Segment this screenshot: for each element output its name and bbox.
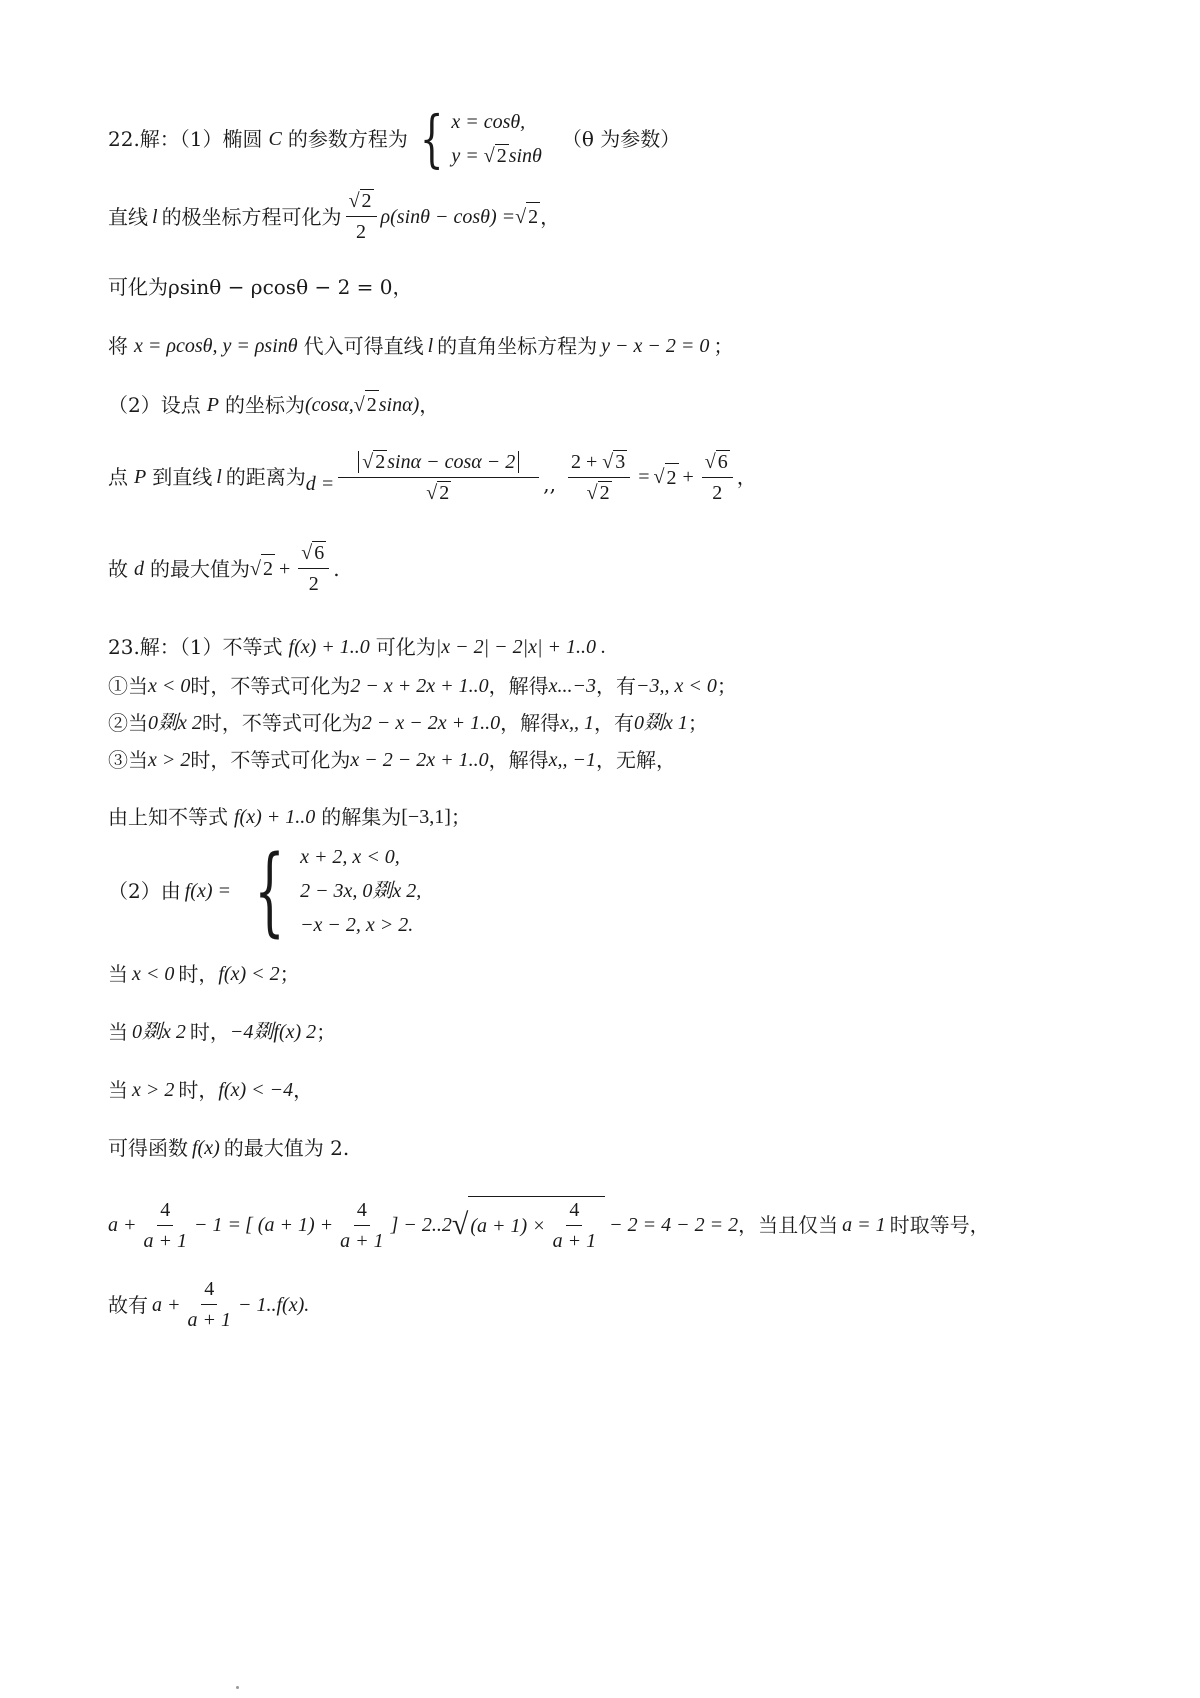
dist-plus: +: [682, 466, 694, 488]
q23-when2: [108, 1018, 336, 1046]
fin-num: 4: [201, 1276, 217, 1305]
sol-e: ；: [450, 805, 471, 829]
fin-b: a +: [152, 1293, 181, 1316]
fin-den: a + 1: [187, 1309, 231, 1331]
case1-b: x < 0: [148, 675, 191, 697]
max-c: 的最大值为: [150, 556, 250, 581]
dist-r1-rad: 2: [665, 463, 679, 492]
w2-b: 0剟x 2: [132, 1021, 186, 1043]
dist-fraction: [338, 448, 539, 506]
sol-c: 的解集为: [321, 805, 402, 829]
q22-line3: [108, 273, 413, 301]
w2-d: −4剟f(x) 2: [229, 1021, 317, 1043]
case1-c: 时，不等式可化为: [190, 674, 351, 698]
eq-y-post: sinθ: [508, 145, 542, 167]
q23-case3: [108, 746, 676, 774]
case2-b: 0剟x 2: [148, 712, 202, 734]
sqrt-icon: √: [515, 205, 527, 228]
w3-e: ，: [293, 1078, 314, 1102]
q23-piecewise: [108, 835, 425, 947]
w1-a: 当: [108, 962, 128, 986]
am-frac-num: 4: [157, 1197, 173, 1226]
max-frac: [298, 540, 329, 597]
sqrt-icon: √: [653, 466, 665, 488]
w2-e: ；: [316, 1020, 337, 1044]
dist-l: l: [216, 466, 222, 488]
dist-num-rest: sinα − cosα − 2: [387, 451, 516, 473]
part2-end: ，: [419, 392, 440, 417]
part2-b: 的坐标为: [224, 392, 305, 417]
polar-rhs: 2: [526, 202, 540, 231]
dist-num-rad: 2: [375, 451, 386, 473]
sqrt-icon: √: [586, 481, 598, 504]
case3-d: x − 2 − 2x + 1..0: [350, 749, 489, 771]
max-a: 故: [108, 556, 128, 581]
sqrt-icon: √: [426, 482, 438, 504]
q23-when3: [108, 1076, 313, 1104]
case2-i: ；: [687, 711, 708, 735]
case3-g: ，无解，: [596, 748, 676, 772]
sqrt-icon: √: [250, 557, 261, 580]
param-note: （θ 为参数）: [561, 127, 681, 151]
part2-coord-a: (cosα,: [304, 393, 354, 416]
am-a: a +: [108, 1214, 137, 1236]
part2-coord-b: sinα): [378, 393, 420, 416]
q22-line4: [108, 332, 733, 360]
max-frac-num-rad: 6: [314, 542, 325, 564]
q23-head-line: [108, 633, 606, 661]
polar-text-a: 直线: [108, 204, 148, 229]
am-f: ] − 2..2: [390, 1214, 452, 1236]
sqrt-icon: √: [704, 450, 716, 473]
fin-a: 故有: [108, 1292, 148, 1317]
case1-i: ；: [716, 674, 737, 698]
line3: 可化为ρsinθ − ρcosθ − 2 = 0，: [108, 275, 413, 299]
point-p: P: [206, 393, 219, 416]
am-sqrt-body: [468, 1196, 605, 1254]
p2-row1: x + 2, x < 0,: [300, 846, 400, 868]
eq-y-pre: y =: [451, 145, 484, 167]
w2-a: 当: [108, 1020, 128, 1044]
q22-line-param: [108, 102, 681, 175]
q22-head: 22.解：（1）椭圆: [108, 127, 263, 151]
ellipse-c: C: [268, 128, 282, 150]
max-plus: +: [278, 557, 291, 580]
param-system: [412, 102, 542, 175]
case2-c: 时，不等式可化为: [201, 711, 362, 735]
case3-c: 时，不等式可化为: [190, 748, 351, 772]
case3-a: ③当: [108, 748, 148, 772]
q23-amgm: [108, 1196, 990, 1254]
p2-a: （2）由: [108, 879, 181, 903]
q22-max: [108, 540, 340, 597]
fmax-a: 可得函数: [108, 1136, 188, 1160]
sol-a: 由上知不等式: [108, 805, 228, 829]
part2-a: （2）设点: [108, 392, 201, 417]
dist-p: P: [134, 466, 147, 488]
sqrt-icon: √: [483, 145, 495, 167]
dist-f2: [568, 449, 630, 506]
q23-case2: [108, 709, 708, 737]
q23-ineq: f(x) + 1..0: [288, 636, 370, 658]
q23-solution: [108, 803, 471, 831]
dist-r2-num-rad: 6: [717, 450, 728, 473]
dist-end: ，: [736, 465, 757, 489]
q23-case1: [108, 672, 737, 700]
case2-a: ②当: [108, 711, 148, 735]
piecewise-system: [239, 835, 422, 947]
max-rad: 2: [261, 554, 275, 583]
line4-d: 的直角坐标方程为: [437, 334, 598, 358]
eq-y-rad: 2: [496, 145, 507, 167]
sqrt-icon: √: [301, 542, 313, 564]
max-b: d: [134, 557, 144, 580]
am-l: a = 1: [842, 1214, 886, 1236]
case2-f: x,, 1: [560, 712, 595, 734]
line4-e: y − x − 2 = 0: [601, 335, 710, 357]
eq-x: x = cosθ,: [451, 111, 526, 133]
polar-text-b: 的极坐标方程可化为: [161, 204, 342, 229]
case1-e: ，解得: [488, 674, 549, 698]
max-end: .: [333, 556, 340, 581]
dist-sep: ,,: [543, 472, 556, 496]
p2-row3: −x − 2, x > 2.: [300, 914, 414, 936]
case3-e: ，解得: [488, 748, 549, 772]
case3-f: x,, −1: [548, 749, 596, 771]
w1-b: x < 0: [132, 963, 175, 985]
fin-frac: [185, 1276, 235, 1333]
line4-c: 代入可得直线: [303, 334, 424, 358]
case1-g: ，有: [596, 674, 636, 698]
w1-d: f(x) < 2: [218, 963, 280, 985]
line4-b: x = ρcosθ, y = ρsinθ: [134, 335, 298, 357]
q22-part2: [108, 390, 439, 419]
sqrt-icon: √: [451, 1208, 469, 1241]
am-h: 4: [566, 1197, 582, 1226]
w3-d: f(x) < −4: [218, 1079, 294, 1101]
am-d: 4: [354, 1197, 370, 1226]
sol-d: [−3,1]: [401, 806, 451, 828]
q23-fmax: [108, 1134, 349, 1162]
am-b: − 1 =: [194, 1214, 241, 1236]
line4-f: ；: [713, 334, 734, 358]
dist-f2-den-rad: 2: [599, 481, 610, 504]
sqrt-icon: √: [353, 393, 365, 416]
dist-r2: [702, 449, 733, 506]
dist-c: 的距离为: [225, 465, 306, 489]
line-l: l: [152, 205, 158, 228]
case2-h: 0剟x 1: [634, 712, 688, 734]
eq-y: [451, 139, 542, 173]
polar-fraction: [346, 188, 377, 245]
line4-a: 将: [108, 334, 128, 358]
q22-line-polar: [108, 188, 560, 245]
max-frac-den: 2: [308, 573, 319, 595]
polar-rest: ρ(sinθ − cosθ) =: [380, 205, 516, 228]
fin-c: − 1..f(x).: [238, 1293, 310, 1316]
am-m: 时取等号，: [889, 1213, 990, 1237]
case1-f: x...−3: [548, 675, 596, 697]
w1-e: ；: [279, 962, 300, 986]
w3-a: 当: [108, 1078, 128, 1102]
am-frac3: [550, 1197, 600, 1254]
dist-f2-num-a: 2 +: [570, 450, 603, 473]
dist-eq: =: [638, 466, 650, 488]
case2-e: ，解得: [500, 711, 561, 735]
am-k: ，当且仅当: [738, 1213, 839, 1237]
polar-frac-den: 2: [356, 221, 367, 243]
w3-b: x > 2: [132, 1079, 175, 1101]
line4-l: l: [427, 335, 434, 357]
p2-row2: 2 − 3x, 0剟x 2,: [300, 880, 422, 902]
w1-c: 时，: [178, 962, 219, 986]
dist-d: d =: [305, 473, 335, 495]
dist-abs: [358, 451, 519, 473]
q22-distance: [108, 448, 757, 506]
dist-b: 到直线: [152, 465, 213, 489]
sqrt-icon: √: [348, 190, 360, 212]
case1-a: ①当: [108, 674, 148, 698]
case2-d: 2 − x − 2x + 1..0: [361, 712, 501, 734]
fmax-b: f(x): [192, 1137, 220, 1159]
param-text: 的参数方程为: [287, 127, 408, 151]
page-speck: [236, 1686, 239, 1689]
dist-f2-num-rad: 3: [615, 450, 626, 473]
am-frac-den: a + 1: [143, 1229, 187, 1252]
sol-b: f(x) + 1..0: [234, 806, 316, 828]
am-e: a + 1: [340, 1229, 384, 1252]
q23-head-c: |x − 2| − 2|x| + 1..0 .: [435, 636, 607, 658]
am-g: (a + 1) ×: [470, 1214, 546, 1237]
left-brace-icon: {: [254, 835, 285, 947]
dist-r2-den: 2: [712, 481, 723, 504]
case2-g: ，有: [594, 711, 635, 735]
am-j: − 2 = 4 − 2 = 2: [609, 1214, 739, 1236]
w3-c: 时，: [178, 1078, 219, 1102]
case1-h: −3,, x < 0: [636, 675, 717, 697]
w2-c: 时，: [189, 1020, 230, 1044]
am-i: a + 1: [552, 1230, 597, 1252]
am-frac: [141, 1197, 191, 1254]
fmax-c: 的最大值为 2.: [223, 1136, 350, 1160]
polar-end: ，: [540, 204, 561, 229]
left-brace-icon: {: [419, 102, 444, 175]
part2-coord-rad: 2: [365, 390, 379, 419]
case1-d: 2 − x + 2x + 1..0: [350, 675, 489, 697]
am-frac2: [337, 1197, 387, 1254]
q23-head-b: 可化为: [375, 635, 436, 659]
sqrt-icon: √: [602, 450, 614, 473]
q23-head: 23.解：（1）不等式: [108, 635, 283, 659]
q23-when1: [108, 960, 300, 988]
sqrt-icon: √: [362, 451, 374, 473]
am-c: [ (a + 1) +: [245, 1214, 334, 1236]
dist-a: 点: [108, 465, 128, 489]
case3-b: x > 2: [148, 749, 191, 771]
p2-b: f(x) =: [184, 880, 231, 902]
q23-final: [108, 1276, 309, 1333]
dist-den-rad: 2: [439, 482, 450, 504]
polar-frac-num: 2: [361, 190, 372, 212]
